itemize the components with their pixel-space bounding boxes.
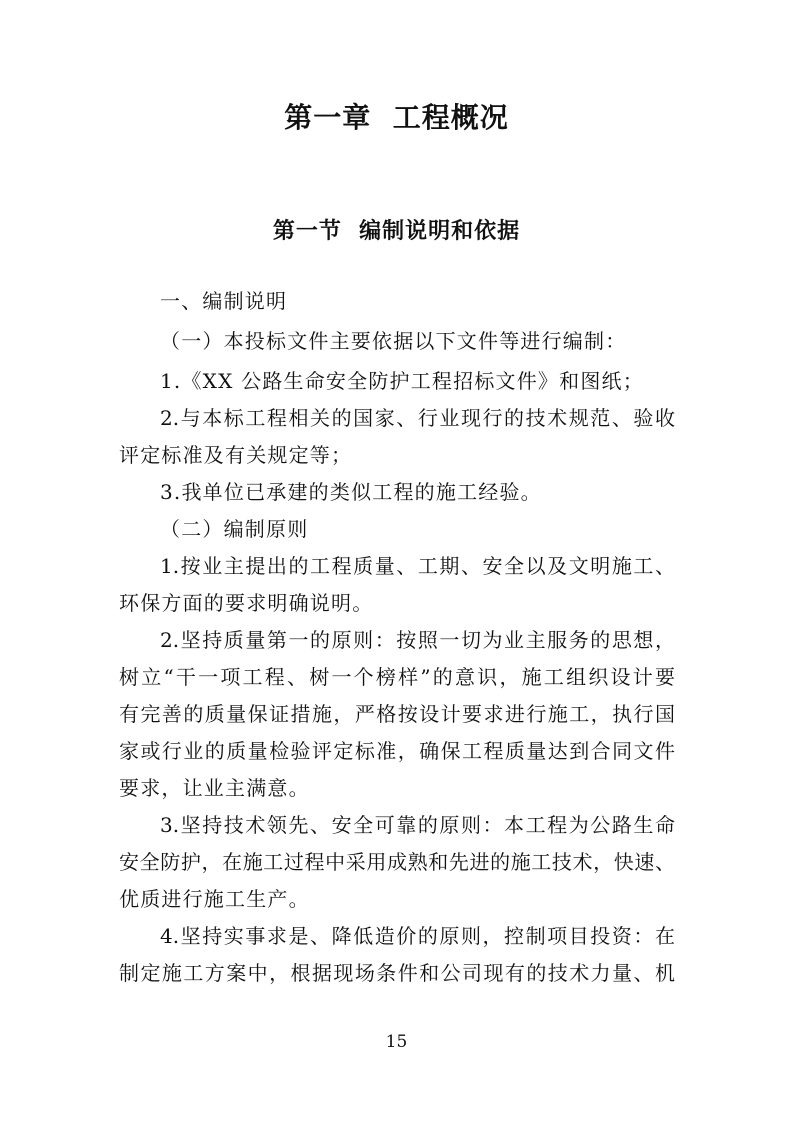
heading-compilation-notes: 一、编制说明 [160, 289, 288, 313]
paragraph-line: 要求，让业主满意。 [119, 776, 310, 800]
subheading-principles: （二）编制原则 [160, 517, 309, 541]
section-title: 第一节 编制说明和依据 [272, 219, 521, 244]
paragraph-line: 树立“干一项工程、树一个榜样”的意识，施工组织设计要 [119, 665, 675, 689]
paragraph-line: 优质进行施工生产。 [119, 887, 310, 911]
paragraph-line: 3.我单位已承建的类似工程的施工经验。 [160, 480, 542, 504]
subheading-basis: （一）本投标文件主要依据以下文件等进行编制： [160, 329, 627, 353]
chapter-title: 第一章 工程概况 [284, 101, 509, 134]
paragraph-line: 安全防护，在施工过程中采用成熟和先进的施工技术，快速、 [119, 850, 675, 874]
paragraph-line: 2.与本标工程相关的国家、行业现行的技术规范、验收 [160, 406, 675, 430]
paragraph-line: 3.坚持技术领先、安全可靠的原则：本工程为公路生命 [160, 813, 675, 837]
paragraph-line: 有完善的质量保证措施，严格按设计要求进行施工，执行国 [119, 702, 675, 726]
paragraph-line: 1.《XX 公路生命安全防护工程招标文件》和图纸； [160, 369, 644, 393]
paragraph-line: 制定施工方案中，根据现场条件和公司现有的技术力量、机 [119, 961, 675, 985]
paragraph-line: 4.坚持实事求是、降低造价的原则，控制项目投资：在 [160, 924, 675, 948]
paragraph-line: 2.坚持质量第一的原则：按照一切为业主服务的思想， [160, 628, 675, 652]
paragraph-line: 1.按业主提出的工程质量、工期、安全以及文明施工、 [160, 554, 675, 578]
page-number: 15 [385, 1032, 408, 1052]
paragraph-line: 评定标准及有关规定等； [119, 443, 353, 467]
paragraph-line: 环保方面的要求明确说明。 [119, 591, 374, 615]
paragraph-line: 家或行业的质量检验评定标准，确保工程质量达到合同文件 [119, 739, 675, 763]
